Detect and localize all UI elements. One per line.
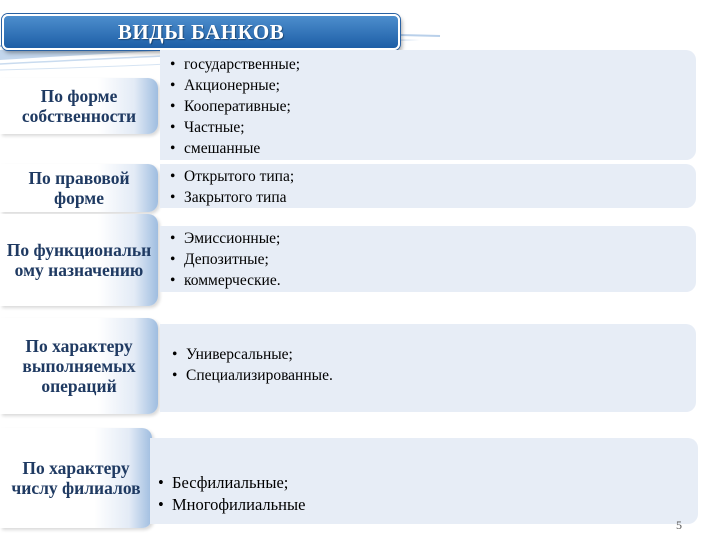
category-branches: По характеру числу филиалов <box>0 428 152 528</box>
list-item: • Кооперативные; <box>170 96 696 117</box>
list-item: • государственные; <box>170 54 696 75</box>
list-item: • Многофилиальные <box>158 494 698 516</box>
list-item: • Эмиссионные; <box>170 228 696 249</box>
category-ownership: По форме собственности <box>0 78 158 134</box>
list-item: • Открытого типа; <box>170 166 696 187</box>
items-operations <box>160 324 696 412</box>
list-item: • коммерческие. <box>170 270 696 291</box>
page-number: 5 <box>676 518 682 532</box>
list-item: • Универсальные; <box>172 344 696 365</box>
items-function <box>160 226 696 292</box>
items-ownership <box>160 50 696 160</box>
category-legal-form: По правовой форме <box>0 164 158 212</box>
page-title: ВИДЫ БАНКОВ <box>2 14 400 50</box>
list-item: • Депозитные; <box>170 249 696 270</box>
items-branches <box>150 438 698 524</box>
list-item: • Специализированные. <box>172 365 696 386</box>
category-operations: По характеру выполняемых операций <box>0 318 158 414</box>
items-legal-form <box>160 164 696 208</box>
category-function: По функциональн ому назначению <box>0 214 158 306</box>
list-item: • смешанные <box>170 138 696 159</box>
list-item: • Бесфилиальные; <box>158 472 698 494</box>
list-item: • Частные; <box>170 117 696 138</box>
list-item: • Акционерные; <box>170 75 696 96</box>
list-item: • Закрытого типа <box>170 187 696 208</box>
